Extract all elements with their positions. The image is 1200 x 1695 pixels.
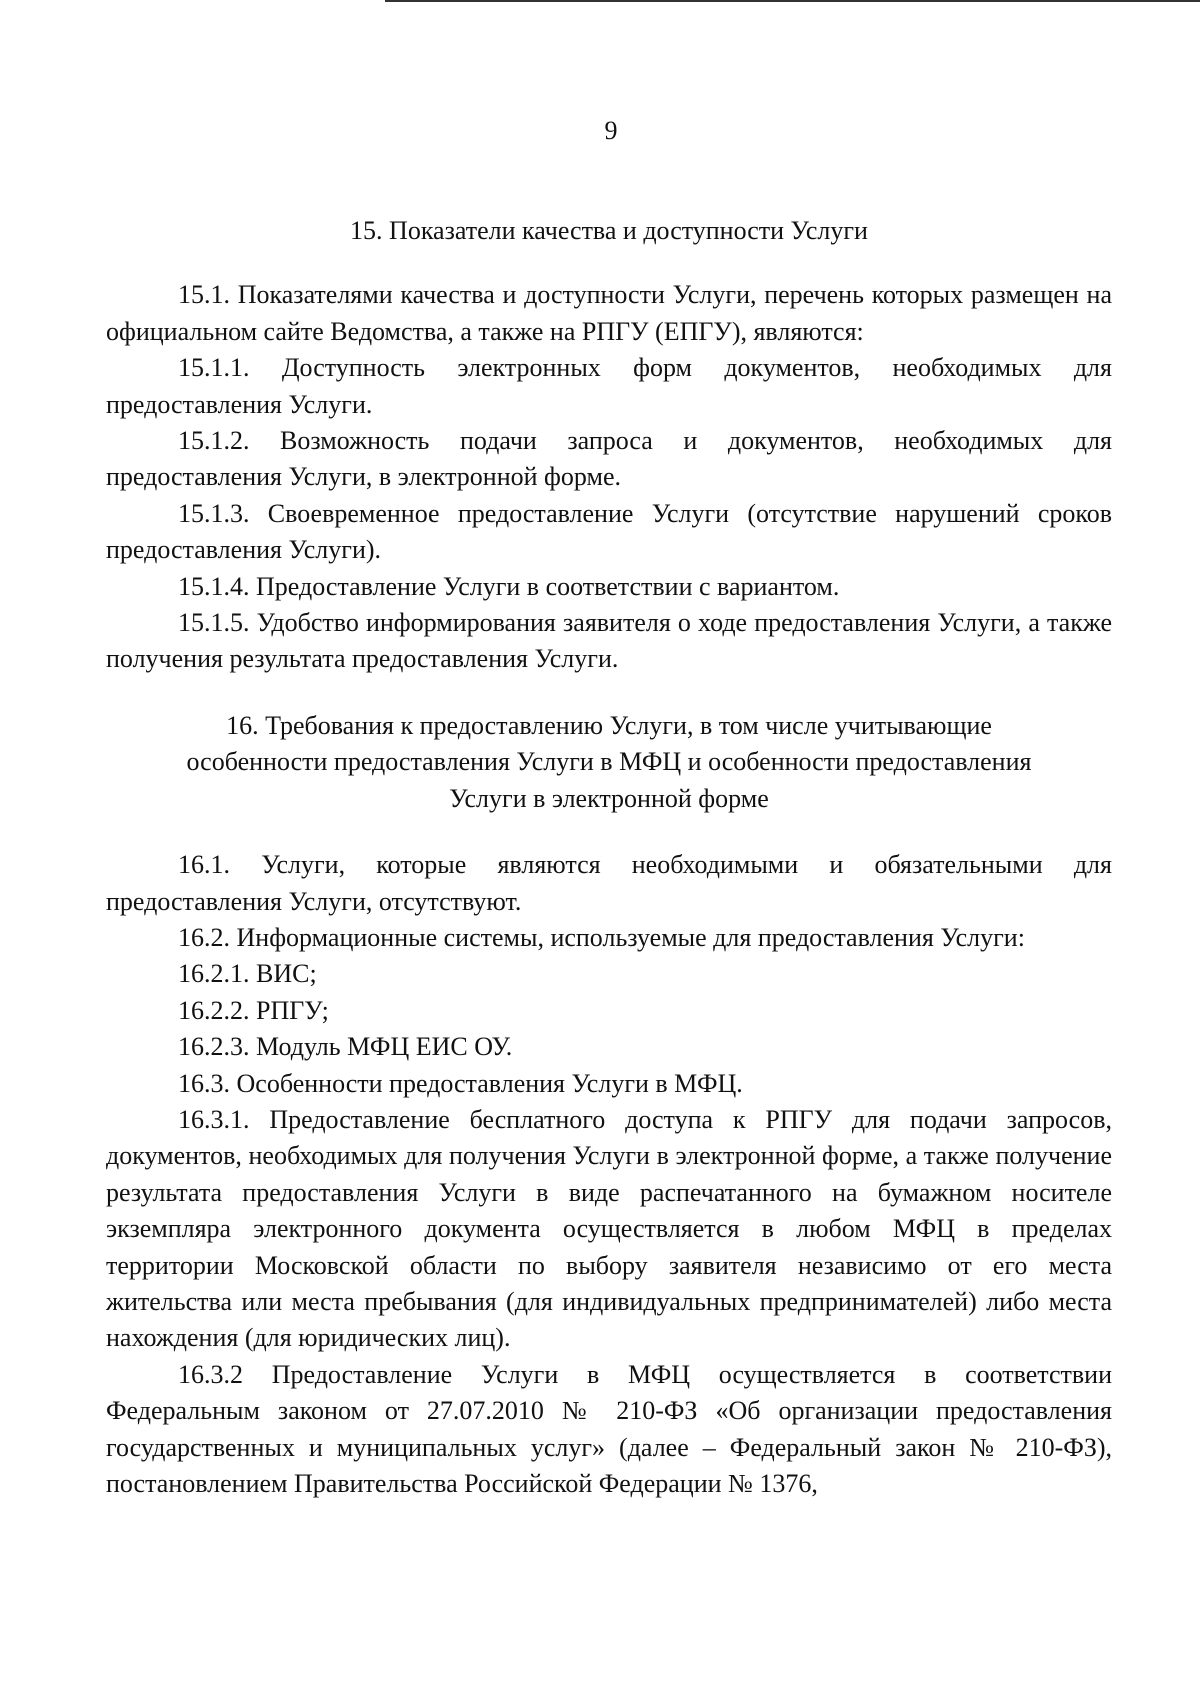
paragraph-16-2-3: 16.2.3. Модуль МФЦ ЕИС ОУ. bbox=[178, 1032, 513, 1062]
section-16-heading bbox=[106, 708, 1112, 817]
section-16-heading-line-3: Услуги в электронной форме bbox=[449, 783, 769, 813]
section-16-heading-line-1: 16. Требования к предоставлению Услуги, в том числе учитывающие bbox=[226, 710, 992, 740]
section-16-heading-line-2: особенности предоставления Услуги в МФЦ и особенности предоставления bbox=[186, 747, 1032, 777]
top-border-line bbox=[385, 0, 1200, 2]
paragraph-15-1-2: 15.1.2. Возможность подачи запроса и документов, необходимых для предоставления Услуги, в электронной форме. bbox=[106, 426, 1112, 492]
page-number: 9 bbox=[604, 116, 618, 145]
paragraph-15-1-5: 15.1.5. Удобство информирования заявителя о ходе предоставления Услуги, а также получения результата предоставления Услуги. bbox=[106, 608, 1112, 674]
paragraph-16-3: 16.3. Особенности предоставления Услуги в МФЦ. bbox=[178, 1068, 743, 1098]
paragraph-15-1-1: 15.1.1. Доступность электронных форм документов, необходимых для предоставления Услуги. bbox=[106, 353, 1112, 419]
paragraph-16-3-1: 16.3.1. Предоставление бесплатного доступа к РПГУ для подачи запросов, документов, необходимых для получения Услуги в электронной форме, а также получение результата предоставления Услуги в виде распечатанного на бумажном носителе экземпляра электронного документа осуществляется в любом МФЦ в пределах территории Московской области по выбору заявителя независимо от его места жительства или места пребывания (для индивидуальных предпринимателей) либо места нахождения (для юридических лиц). bbox=[106, 1104, 1112, 1353]
paragraph-16-1: 16.1. Услуги, которые являются необходимыми и обязательными для предоставления Услуги, отсутствуют. bbox=[106, 850, 1112, 916]
paragraph-16-2-1: 16.2.1. ВИС; bbox=[178, 959, 317, 989]
paragraph-16-2-2: 16.2.2. РПГУ; bbox=[178, 995, 329, 1025]
section-15-heading: 15. Показатели качества и доступности Услуги bbox=[350, 216, 868, 245]
paragraph-15-1: 15.1. Показателями качества и доступности Услуги, перечень которых размещен на официальном сайте Ведомства, а также на РПГУ (ЕПГУ), являются: bbox=[106, 280, 1112, 346]
paragraph-15-1-3: 15.1.3. Своевременное предоставление Услуги (отсутствие нарушений сроков предоставления Услуги). bbox=[106, 498, 1112, 565]
paragraph-15-1-4: 15.1.4. Предоставление Услуги в соответствии с вариантом. bbox=[178, 571, 840, 601]
document-body bbox=[106, 213, 1112, 1502]
paragraph-16-2: 16.2. Информационные системы, используемые для предоставления Услуги: bbox=[178, 922, 1025, 952]
paragraph-16-3-2: 16.3.2 Предоставление Услуги в МФЦ осуществляется в соответствии Федеральным законом от 27.07.2010 № 210-ФЗ «Об организации предоставления государственных и муниципальных услуг» (далее – Федеральный закон № 210-ФЗ), постановлением Правительства Российской Федерации № 1376, bbox=[106, 1359, 1112, 1498]
